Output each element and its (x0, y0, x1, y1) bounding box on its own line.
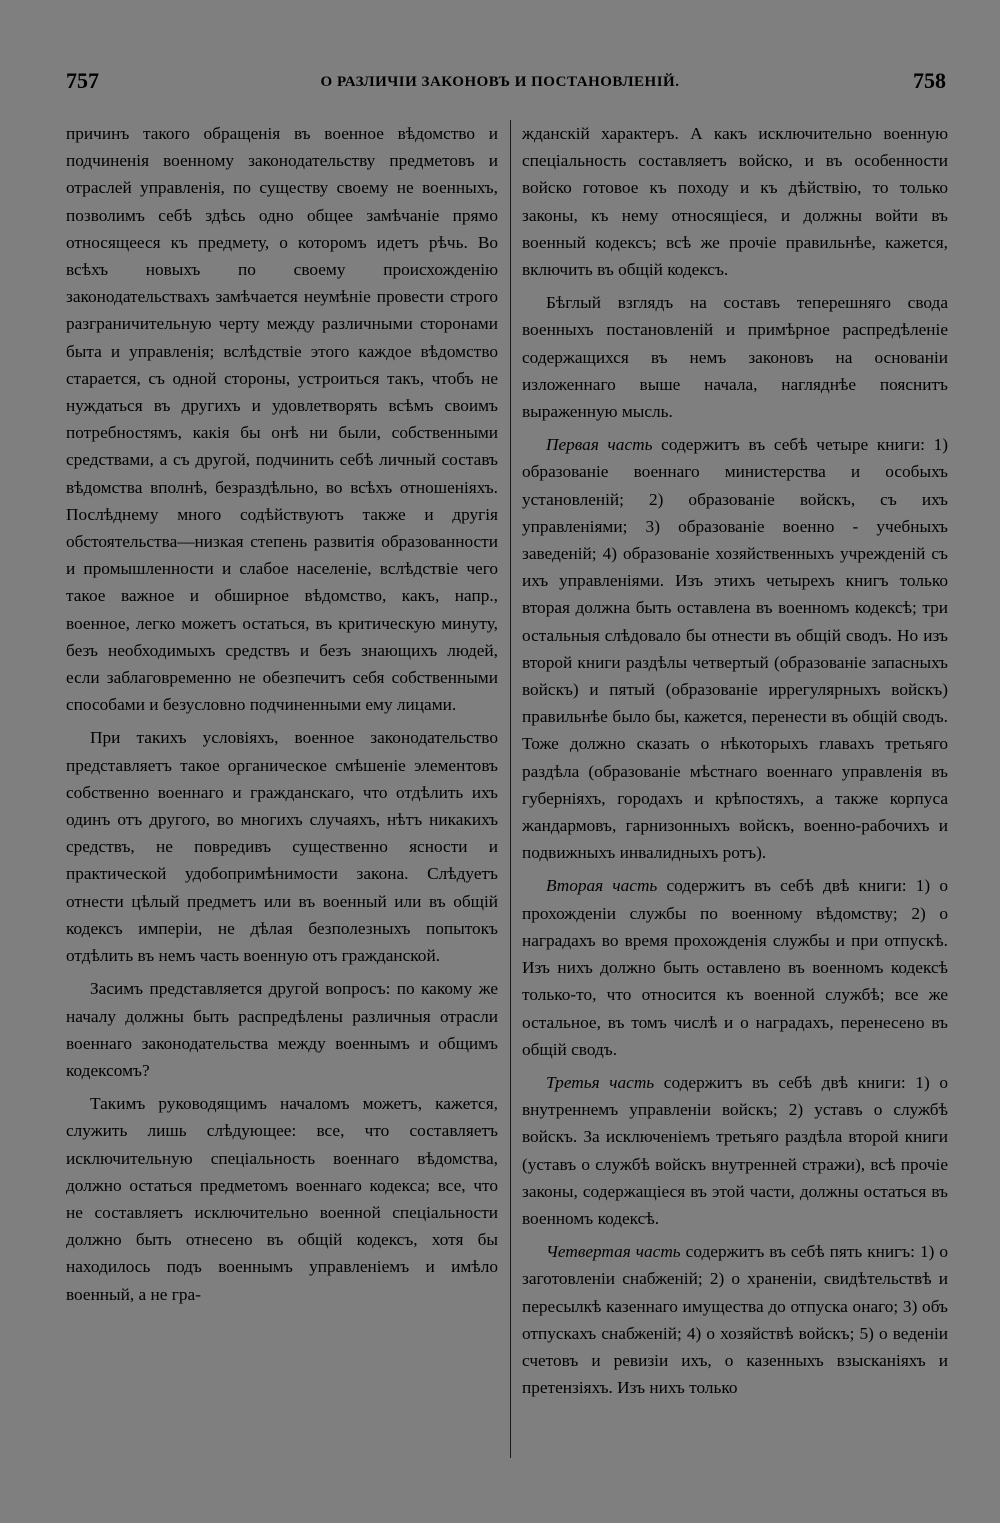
running-header (0, 68, 1000, 100)
right-paragraph-overview: Бѣглый взглядъ на составъ теперешняго свода военныхъ постановленій и примѣрное распредѣленіе содержащихся въ немъ законовъ на основаніи изложеннаго выше начала, нагляднѣе пояснитъ выраженную мысль. (522, 293, 948, 422)
left-paragraph-2: При такихъ условіяхъ, военное законодательство представляетъ такое органическое смѣшеніе элементовъ собственно военнаго и гражданскаго, что отдѣлить ихъ одинъ отъ другого, во многихъ случаяхъ, нѣтъ никакихъ средствъ, не повредивъ существенно ясности и практической удобопримѣнимости закона. Слѣдуетъ отнести цѣлый предметъ или въ военный или въ общій кодексъ имперіи, не дѣлая безполезныхъ попытокъ отдѣлить въ немъ часть военную отъ гражданской. (66, 728, 498, 966)
part-1-text: содержитъ въ себѣ четыре книги: 1) образованіе военнаго министерства и особыхъ установленій; 2) образованіе войскъ, съ ихъ управленіями; 3) образованіе военно - учебныхъ заведеній; 4) образованіе хозяйственныхъ учрежденій съ ихъ управленіями. Изъ этихъ четырехъ книгъ только вторая должна быть оставлена въ военномъ кодексѣ; три остальныя слѣдовало бы отнести въ общій сводъ. Но изъ второй книги раздѣлы четвертый (образованіе запасныхъ войскъ) и пятый (образованіе иррегулярныхъ войскъ) правильнѣе было бы, кажется, перенести въ общій сводъ. Тоже должно сказать о нѣкоторыхъ главахъ третьяго раздѣла (образованіе мѣстнаго военнаго управленія въ губерніяхъ, городахъ и крѣпостяхъ, а также корпуса жандармовъ, гарнизонныхъ войскъ, военно-рабочихъ и подвижныхъ инвалидныхъ ротъ). (522, 435, 948, 863)
left-paragraph-1: причинъ такого обращенія въ военное вѣдомство и подчиненія военному законодательству предметовъ и отраслей управленія, по существу своему не военныхъ, позволимъ себѣ здѣсь одно общее замѣчаніе прямо относящееся къ предмету, о которомъ идетъ рѣчь. Во всѣхъ новыхъ по своему происхожденію законодательствахъ замѣчается неумѣніе провести строго разграничительную черту между различными сторонами быта и управленія; вслѣдствіе этого каждое вѣдомство старается, съ одной стороны, устроиться такъ, чтобъ не нуждаться въ другихъ и удовлетворять всѣмъ своимъ потребностямъ, какія бы онѣ ни были, собственными средствами, а съ другой, подчинить себѣ личный составъ вѣдомства вполнѣ, безраздѣльно, во всѣхъ отношеніяхъ. Послѣднему много содѣйствуютъ также и другія обстоятельства—низкая степень развитія образованности и промышленности и слабое населеніе, вслѣдствіе чего такое важное и обширное вѣдомство, какъ, напр., военное, легко можетъ остаться, въ критическую минуту, безъ необходимыхъ средствъ и безъ знающихъ людей, если заблаговременно не обезпечитъ себя собственными способами и безусловно подчиненными ему лицами. (66, 124, 498, 715)
part-4-paragraph (522, 1238, 948, 1401)
part-4-text: содержитъ въ себѣ пять книгъ: 1) о заготовленіи снабженій; 2) о храненіи, свидѣтельствѣ и пересылкѣ казеннаго имущества до отпуска онаго; 3) объ отпускахъ снабженій; 4) о хозяйствѣ войскъ; 5) о веденіи счетовъ и ревизіи ихъ, о казенныхъ взысканіяхъ и претензіяхъ. Изъ нихъ только (522, 1242, 948, 1398)
page-number-left: 757 (66, 68, 99, 93)
left-paragraph-4: Такимъ руководящимъ началомъ можетъ, кажется, служить лишь слѣдующее: все, что составляетъ исключительную спеціальность военнаго вѣдомства, должно остаться предметомъ военнаго кодекса; все, что не составляетъ исключительно военной спеціальности должно быть отнесено въ общій кодексъ, хотя бы находилось подъ военнымъ управленіемъ и имѣло военный, а не гра- (66, 1094, 498, 1304)
part-2-text: содержитъ въ себѣ двѣ книги: 1) о прохожденіи службы по военному вѣдомству; 2) о наградахъ во время прохожденія службы и при отпускѣ. Изъ нихъ должно быть оставлено въ военномъ кодексѣ только-то, что относится къ военной службѣ; все же остальное, въ томъ числѣ и о наградахъ, перенесено въ общій сводъ. (522, 876, 948, 1059)
part-4-lead: Четвертая часть (546, 1242, 681, 1262)
page-number-right: 758 (913, 68, 946, 93)
part-2-lead: Вторая часть (546, 876, 658, 896)
part-3-paragraph (522, 1069, 948, 1232)
right-column (522, 120, 948, 1407)
right-paragraph-continuation: жданскій характеръ. А какъ исключительно военную спеціальность составляетъ войско, и въ особенности войско готовое къ походу и къ дѣйствію, то только законы, къ нему относящіеся, и должны войти въ военный кодексъ; всѣ же прочіе правильнѣе, кажется, включить въ общій кодексъ. (522, 124, 948, 280)
part-3-text: содержитъ въ себѣ двѣ книги: 1) о внутреннемъ управленіи войскъ; 2) уставъ о службѣ войскъ. За исключеніемъ третьяго раздѣла второй книги (уставъ о службѣ войскъ внутренней стражи), всѣ прочіе законы, содержащіеся въ этой части, должны остаться въ военномъ кодексѣ. (522, 1072, 948, 1228)
part-1-paragraph (522, 431, 948, 866)
part-2-paragraph (522, 872, 948, 1062)
left-column (66, 120, 498, 1314)
running-title: О РАЗЛИЧІИ ЗАКОНОВЪ И ПОСТАНОВЛЕНІЙ. (320, 74, 680, 90)
part-1-lead: Первая часть (546, 435, 653, 455)
part-3-lead: Третья часть (546, 1072, 655, 1092)
left-paragraph-3: Засимъ представляется другой вопросъ: по какому же началу должны быть распредѣлены различныя отрасли военнаго законодательства между военнымъ и общимъ кодексомъ? (66, 979, 498, 1080)
column-divider (510, 120, 511, 1458)
